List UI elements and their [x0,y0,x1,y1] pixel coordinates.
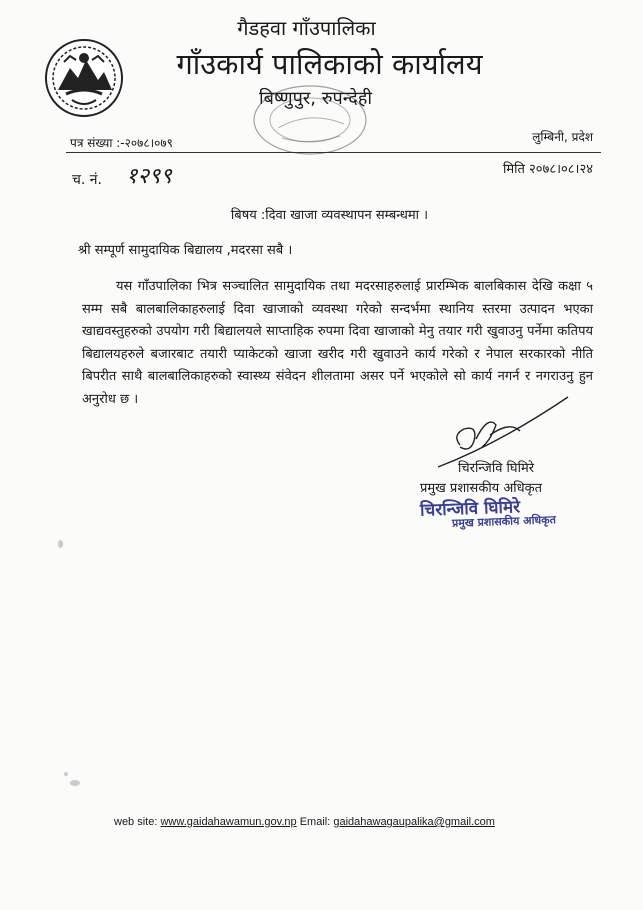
email-label: Email: [299,816,331,828]
letter-date: मिति २०७८।०८।२४ [503,162,593,177]
email-link[interactable]: gaidahawagaupalika@gmail.com [333,816,495,828]
dispatch-number-label: च. नं. [72,172,103,188]
signatory-title: प्रमुख प्रशासकीय अधिकृत [420,481,543,496]
signatory-name: चिरन्जिवि घिमिरे [458,461,535,476]
letter-recipient: श्री सम्पूर्ण सामुदायिक बिद्यालय ,मदरसा सबै । [78,243,293,258]
paper-mark [58,540,63,548]
seal-title: प्रमुख प्रशासकीय अधिकृत [451,513,557,530]
letter-body: यस गाँउपालिका भित्र सञ्चालित सामुदायिक तथा मदरसाहरुलाई प्रारम्भिक बालबिकास देखि कक्षा ५ सम्म सबै बालबालिकाहरुलाई दिवा खाजाको व्यवस्था गरेको सन्दर्भमा स्थानिय स्तरमा उत्पादन भएका खाद्यवस्तुहरुको उपयोग गरी बिद्यालयले साप्ताहिक रुपमा दिवा खाजाको मेनु तयार गरी खुवाउनु पर्नेमा कतिपय बिद्यालयहरुले बजारबाट तयारी प्याकेटको खाजा खरीद गरी खुवाउने कार्य गरेको र नेपाल सरकारको नीति बिपरीत साथै बालबालिकाहरुको स्वास्थ्य संवेदन शीलतामा असर पर्ने भएकोले सो कार्य नगर्न र नगराउनु हुन अनुरोध छ । [82,279,593,407]
reference-number: पत्र संख्या :-२०७८।०७९ [70,136,173,150]
province-location: लुम्बिनी, प्रदेश [532,130,593,144]
office-stamp-icon [248,80,373,160]
dispatch-number-value: १२९९ [126,164,172,189]
municipality-name: गैडहवा गाँउपालिका [237,16,376,40]
website-link[interactable]: www.gaidahawamun.gov.np [160,816,297,828]
header-divider [66,152,601,153]
paper-mark [64,772,68,776]
paper-mark [70,780,80,786]
letter-subject: बिषय :दिवा खाजा व्यवस्थापन सम्बन्धमा । [230,208,429,223]
seal-name: चिरन्जिवि घिमिरे [419,497,521,521]
office-name: गाँउकार्य पालिकाको कार्यालय [176,47,483,81]
website-label: web site: [114,816,158,828]
footer-contact [114,816,495,828]
office-place: बिष्णुपुर, रुपन्देही [258,88,373,109]
